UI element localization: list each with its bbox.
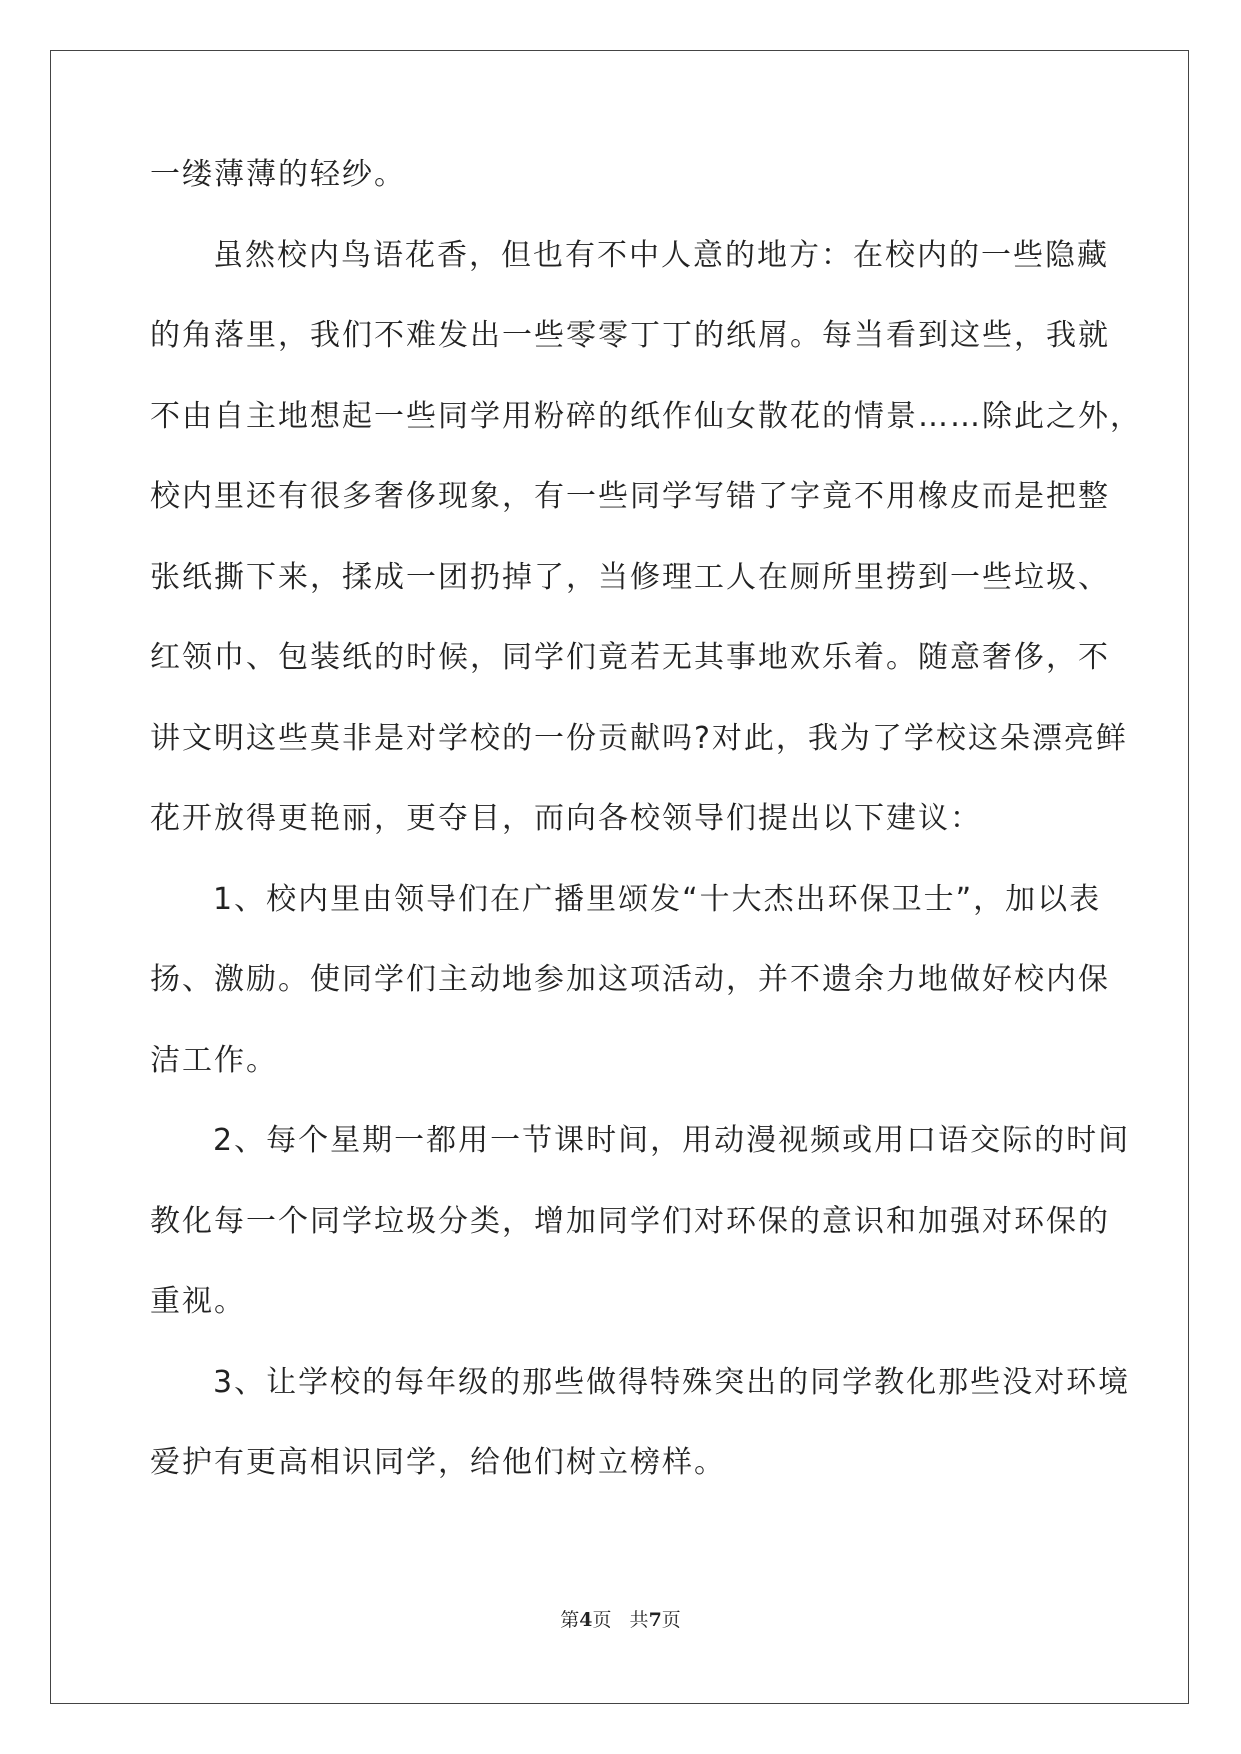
text-line: 3、让学校的每年级的那些做得特殊突出的同学教化那些没对环境 (213, 1364, 1131, 1400)
text-line: 张纸撕下来，揉成一团扔掉了，当修理工人在厕所里捞到一些垃圾、 (150, 559, 1110, 595)
document-body (150, 155, 1142, 1524)
text-line: 讲文明这些莫非是对学校的一份贡献吗?对此，我为了学校这朵漂亮鲜 (150, 720, 1128, 756)
text-line: 一缕薄薄的轻纱。 (150, 157, 406, 192)
footer-middle: 页 共 (592, 1609, 649, 1631)
text-line: 重视。 (150, 1284, 246, 1319)
current-page-number: 4 (579, 1609, 593, 1631)
text-line: 扬、激励。使同学们主动地参加这项活动，并不遗余力地做好校内保 (150, 962, 1110, 997)
text-line: 洁工作。 (150, 1042, 278, 1078)
text-line: 的角落里，我们不难发出一些零零丁丁的纸屑。每当看到这些，我就 (150, 318, 1110, 353)
page-footer (0, 1608, 1241, 1632)
text-line: 1、校内里由领导们在广播里颂发“十大杰出环保卫士”，加以表 (213, 881, 1102, 917)
text-line: 不由自主地想起一些同学用粉碎的纸作仙女散花的情景……除此之外， (150, 398, 1142, 434)
text-line: 2、每个星期一都用一节课时间，用动漫视频或用口语交际的时间 (213, 1123, 1131, 1158)
text-line: 教化每一个同学垃圾分类，增加同学们对环保的意识和加强对环保的 (150, 1203, 1110, 1239)
footer-suffix: 页 (661, 1609, 681, 1631)
footer-prefix: 第 (560, 1609, 580, 1631)
total-page-count: 7 (648, 1609, 662, 1631)
text-line: 虽然校内鸟语花香，但也有不中人意的地方：在校内的一些隐藏 (213, 237, 1109, 273)
text-line: 爱护有更高相识同学，给他们树立榜样。 (150, 1445, 726, 1480)
text-line: 红领巾、包装纸的时候，同学们竟若无其事地欢乐着。随意奢侈，不 (150, 640, 1110, 675)
text-line: 花开放得更艳丽，更夺目，而向各校领导们提出以下建议： (150, 801, 982, 836)
text-line: 校内里还有很多奢侈现象，有一些同学写错了字竟不用橡皮而是把整 (150, 479, 1110, 514)
